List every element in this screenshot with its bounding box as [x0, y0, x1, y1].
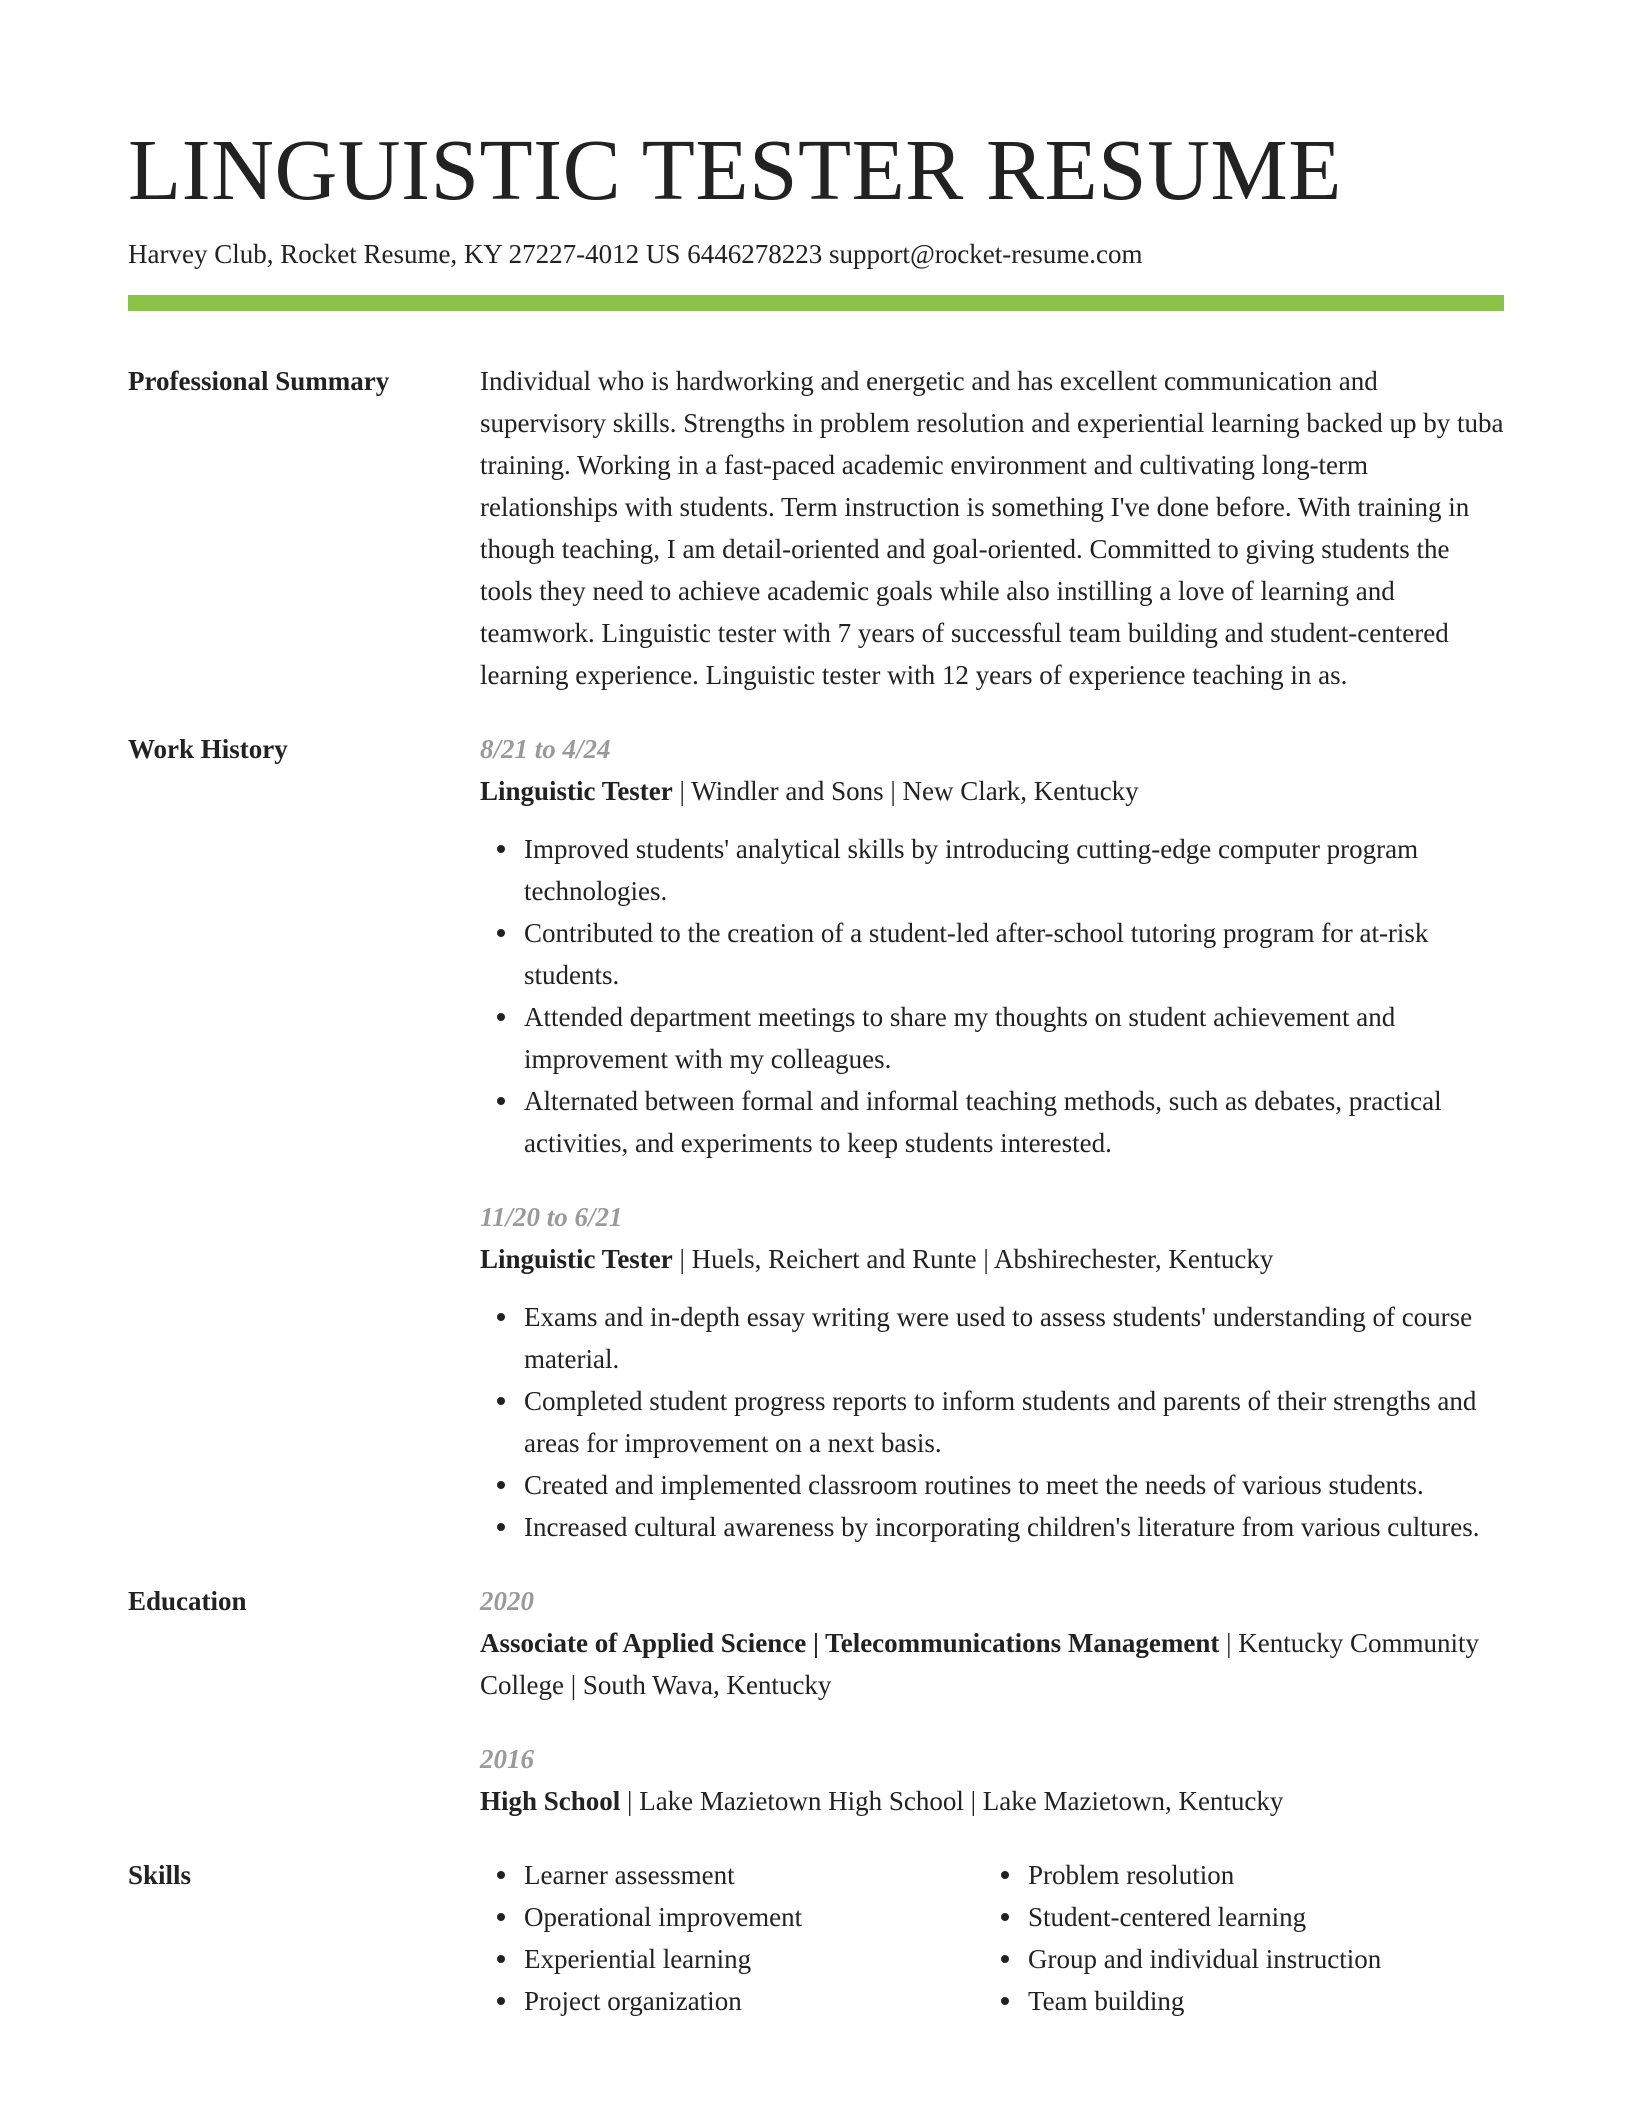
- skill-item: Problem resolution: [1028, 1854, 1504, 1896]
- skill-item: Experiential learning: [524, 1938, 984, 1980]
- skill-item: Team building: [1028, 1980, 1504, 2022]
- job-bullet: Alternated between formal and informal teaching methods, such as debates, practical activities, and experiments to keep students interested.: [524, 1080, 1504, 1164]
- education-year: 2020: [480, 1586, 534, 1616]
- job-title: Linguistic Tester: [480, 776, 673, 806]
- skill-item: Learner assessment: [524, 1854, 984, 1896]
- education-heading: [480, 1622, 1504, 1706]
- header-divider: [128, 295, 1504, 311]
- resume-title: LINGUISTIC TESTER RESUME: [128, 121, 1342, 218]
- job-heading: [480, 770, 1504, 812]
- section-label-skills: Skills: [128, 1860, 192, 1890]
- job-entry: [480, 728, 1504, 1164]
- skill-item: Project organization: [524, 1980, 984, 2022]
- job-entry: [480, 1196, 1504, 1548]
- skills-list-left: [480, 1854, 984, 2022]
- section-label-work-history: Work History: [128, 734, 288, 764]
- contact-email: support@rocket-resume.com: [828, 239, 1143, 269]
- work-history-section: [128, 728, 1504, 1548]
- job-bullet: Increased cultural awareness by incorporating children's literature from various cultures.: [524, 1506, 1504, 1548]
- education-degree: Associate of Applied Science | Telecommunications Management: [480, 1628, 1220, 1658]
- skill-item: Group and individual instruction: [1028, 1938, 1504, 1980]
- section-label-education: Education: [128, 1586, 247, 1616]
- job-title: Linguistic Tester: [480, 1244, 673, 1274]
- education-year: 2016: [480, 1744, 534, 1774]
- skills-list-right: [984, 1854, 1504, 2022]
- skill-item: Student-centered learning: [1028, 1896, 1504, 1938]
- job-bullet: Contributed to the creation of a student-led after-school tutoring program for at-risk students.: [524, 912, 1504, 996]
- section-label-summary: Professional Summary: [128, 366, 390, 396]
- education-school-location: | Lake Mazietown High School | Lake Mazietown, Kentucky: [620, 1786, 1284, 1816]
- education-body: [480, 1580, 1504, 1822]
- job-heading: [480, 1238, 1504, 1280]
- job-bullets: [480, 1296, 1504, 1548]
- skills-section: [128, 1854, 1504, 2022]
- job-bullets: [480, 828, 1504, 1164]
- skills-body: [480, 1854, 1504, 2022]
- skills-columns: [480, 1854, 1504, 2022]
- job-bullet: Created and implemented classroom routines to meet the needs of various students.: [524, 1464, 1504, 1506]
- education-degree: High School: [480, 1786, 621, 1816]
- job-bullet: Exams and in-depth essay writing were used to assess students' understanding of course material.: [524, 1296, 1504, 1380]
- summary-body: [480, 360, 1504, 696]
- job-bullet: Improved students' analytical skills by introducing cutting-edge computer program technologies.: [524, 828, 1504, 912]
- summary-section: [128, 360, 1504, 696]
- education-section: [128, 1580, 1504, 1822]
- work-history-body: [480, 728, 1504, 1548]
- education-entry: [480, 1580, 1504, 1706]
- job-bullet: Completed student progress reports to inform students and parents of their strengths and areas for improvement on a next basis.: [524, 1380, 1504, 1464]
- contact-phone: 6446278223: [687, 239, 823, 269]
- education-entry: [480, 1738, 1504, 1822]
- contact-address: Harvey Club, Rocket Resume, KY 27227-4012 US: [128, 239, 681, 269]
- summary-text: Individual who is hardworking and energetic and has excellent communication and supervisory skills. Strengths in problem resolution and experiential learning backed up by tuba training. Working in a fast-paced academic environment and cultivating long-term relationships with students. Term instruction is something I've done before. With training in though teaching, I am detail-oriented and goal-oriented. Committed to giving students the tools they need to achieve academic goals while also instilling a love of learning and teamwork. Linguistic tester with 7 years of successful team building and student-centered learning experience. Linguistic tester with 12 years of experience teaching in as.: [480, 366, 1504, 690]
- job-bullet: Attended department meetings to share my thoughts on student achievement and improvement with my colleagues.: [524, 996, 1504, 1080]
- education-school-location: | Kentucky Community College | South Wava, Kentucky: [480, 1628, 1480, 1700]
- job-dates: 8/21 to 4/24: [480, 734, 611, 764]
- job-employer-location: | Huels, Reichert and Runte | Abshirechester, Kentucky: [672, 1244, 1274, 1274]
- contact-line: [128, 236, 1504, 272]
- education-heading: [480, 1780, 1504, 1822]
- job-employer-location: | Windler and Sons | New Clark, Kentucky: [672, 776, 1139, 806]
- job-dates: 11/20 to 6/21: [480, 1202, 623, 1232]
- skill-item: Operational improvement: [524, 1896, 984, 1938]
